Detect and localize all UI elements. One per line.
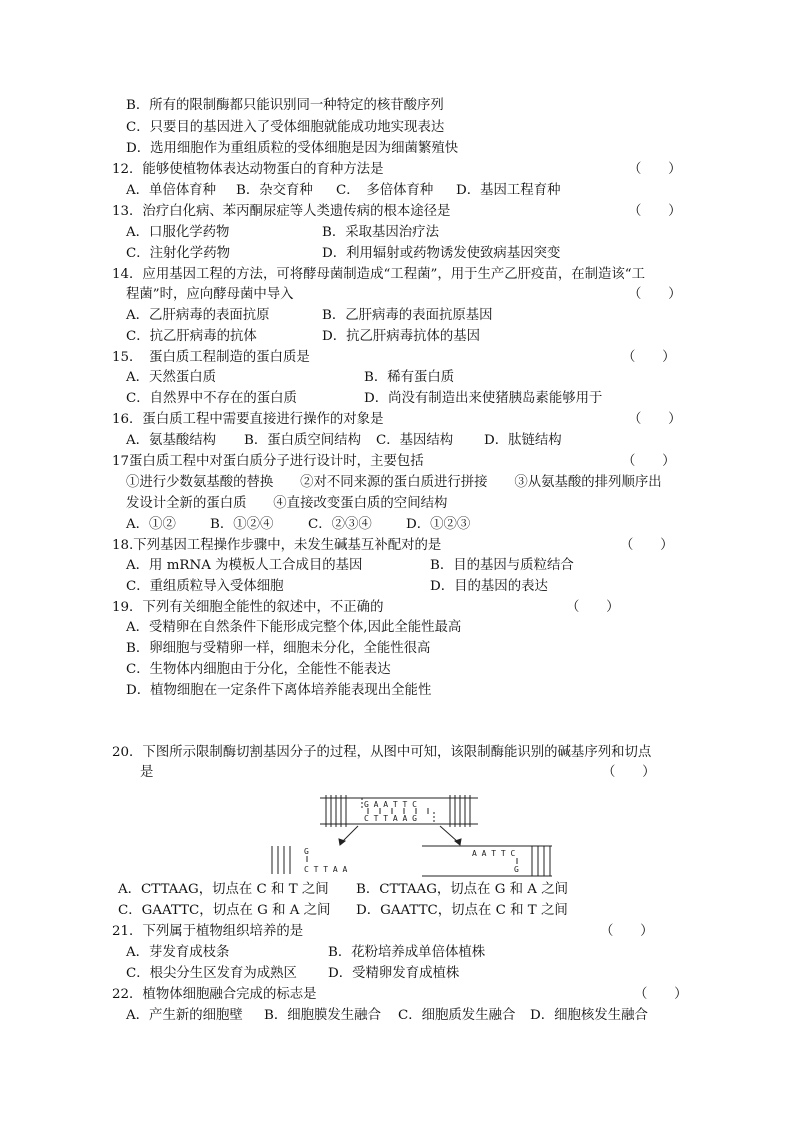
q12-option-b: B．杂交育种 <box>236 183 313 198</box>
q22-option-b: B．细胞膜发生融合 <box>264 1008 381 1023</box>
q15-option-b: B．稀有蛋白质 <box>364 370 455 385</box>
q13-option-a: A．口服化学药物 <box>126 225 230 240</box>
q15-option-d: D．尚没有制造出来使猪胰岛素能够用于 <box>364 391 603 406</box>
cut-arrows <box>339 826 461 845</box>
q19-stem: 19．下列有关细胞全能性的叙述中，不正确的 <box>112 600 384 615</box>
q13-option-b: B．采取基因治疗法 <box>322 225 439 240</box>
q17-stem: 17蛋白质工程中对蛋白质分子进行设计时，主要包括 <box>112 454 424 469</box>
q22-option-d: D．细胞核发生融合 <box>530 1008 648 1023</box>
q21-answer-blank: （ ） <box>600 924 654 939</box>
q21-option-a: A．芽发育成枝条 <box>126 945 230 960</box>
q17-option-c: C．②③④ <box>308 517 372 532</box>
q14-option-c: C．抗乙肝病毒的抗体 <box>126 329 257 344</box>
q13-option-d: D．利用辐射或药物诱发使致病基因突变 <box>322 246 561 261</box>
q18-option-b: B．目的基因与质粒结合 <box>430 558 574 573</box>
q15-stem: 15． 蛋白质工程制造的蛋白质是 <box>112 350 310 365</box>
q21-option-d: D．受精卵发育成植株 <box>328 966 460 981</box>
left-fragment-bottom: C T T A A <box>304 865 348 874</box>
q17-sub-line-2: 发设计全新的蛋白质 ④直接改变蛋白质的空间结构 <box>126 496 448 511</box>
left-fragment-top: G <box>304 847 309 856</box>
q22-stem: 22．植物体细胞融合完成的标志是 <box>112 987 317 1002</box>
q18-option-d: D．目的基因的表达 <box>430 579 548 594</box>
q18-option-a: A．用 mRNA 为模板人工合成目的基因 <box>126 558 363 573</box>
q17-answer-blank: （ ） <box>622 454 676 469</box>
q15-answer-blank: （ ） <box>622 350 676 365</box>
q20-answer-blank: （ ） <box>602 765 656 780</box>
q20-option-d: D．GAATTC，切点在 C 和 T 之间 <box>356 903 568 918</box>
q11-option-c: C．只要目的基因进入了受体细胞就能成功地实现表达 <box>126 120 445 135</box>
q21-option-b: B．花粉培养成单倍体植株 <box>328 945 486 960</box>
q18-answer-blank: （ ） <box>620 538 674 553</box>
q13-stem: 13．治疗白化病、苯丙酮尿症等人类遗传病的根本途径是 <box>112 204 451 219</box>
q17-option-d: D．①②③ <box>406 517 471 532</box>
q18-stem: 18.下列基因工程操作步骤中，未发生碱基互补配对的是 <box>112 538 442 553</box>
q11-option-b: B．所有的限制酶都只能识别同一种特定的核苷酸序列 <box>126 98 444 113</box>
q12-answer-blank: （ ） <box>628 162 682 177</box>
q16-stem: 16．蛋白质工程中需要直接进行操作的对象是 <box>112 412 384 427</box>
q16-answer-blank: （ ） <box>628 412 682 427</box>
q11-option-d: D．选用细胞作为重组质粒的受体细胞是因为细菌繁殖快 <box>126 141 459 156</box>
q17-option-b: B．①②④ <box>210 517 274 532</box>
right-fragment-bottom: G <box>514 865 519 874</box>
q19-option-d: D．植物细胞在一定条件下离体培养能表现出全能性 <box>126 683 432 698</box>
q21-stem: 21．下列属于植物组织培养的是 <box>112 924 304 939</box>
q14-stem-cont: 程菌”时，应向酵母菌中导入 <box>126 287 294 302</box>
q18-option-c: C．重组质粒导入受体细胞 <box>126 579 284 594</box>
q15-option-a: A．天然蛋白质 <box>126 370 217 385</box>
q15-option-c: C．自然界中不存在的蛋白质 <box>126 391 297 406</box>
right-fragment-top: A A T T C <box>472 849 516 858</box>
q14-stem: 14．应用基因工程的方法，可将酵母菌制造成“工程菌”，用于生产乙肝疫苗，在制造该“工 <box>112 267 646 282</box>
q16-option-d: D．肽链结构 <box>484 433 562 448</box>
bottom-strand-sequence: C T T A A G <box>364 814 417 823</box>
q19-option-a: A．受精卵在自然条件下能形成完整个体,因此全能性最高 <box>126 620 462 635</box>
left-fragment <box>272 846 307 874</box>
q20-stem: 20．下图所示限制酶切割基因分子的过程，从图中可知，该限制酶能识别的碱基序列和切点 <box>112 745 652 760</box>
q14-option-b: B．乙肝病毒的表面抗原基因 <box>322 308 493 323</box>
q13-option-c: C．注射化学药物 <box>126 246 230 261</box>
q12-stem: 12．能够使植物体表达动物蛋白的育种方法是 <box>112 162 384 177</box>
q16-option-c: C．基因结构 <box>376 433 454 448</box>
q21-option-c: C．根尖分生区发育为成熟区 <box>126 966 297 981</box>
q13-answer-blank: （ ） <box>628 204 682 219</box>
q19-option-c: C．生物体内细胞由于分化，全能性不能表达 <box>126 662 391 677</box>
q14-option-d: D．抗乙肝病毒抗体的基因 <box>322 329 481 344</box>
q16-option-a: A．氨基酸结构 <box>126 433 217 448</box>
q22-option-c: C．细胞质发生融合 <box>398 1008 516 1023</box>
q17-option-a: A．①② <box>126 517 176 532</box>
q19-option-b: B．卵细胞与受精卵一样，细胞未分化，全能性很高 <box>126 641 431 656</box>
q12-option-c: C． 多倍体育种 <box>336 183 434 198</box>
q20-option-c: C．GAATTC，切点在 G 和 A 之间 <box>118 903 331 918</box>
q17-sub-line-1: ①进行少数氨基酸的替换 ②对不同来源的蛋白质进行拼接 ③从氨基酸的排列顺序出 <box>126 475 662 490</box>
q14-answer-blank: （ ） <box>628 287 682 302</box>
q22-answer-blank: （ ） <box>634 987 688 1002</box>
q22-option-a: A．产生新的细胞壁 <box>126 1008 243 1023</box>
q19-answer-blank: （ ） <box>566 600 620 615</box>
q20-option-a: A．CTTAAG，切点在 C 和 T 之间 <box>118 882 329 897</box>
q20-stem-cont: 是 <box>140 765 154 780</box>
top-strand-sequence: G A A T T C <box>364 800 417 809</box>
q12-option-d: D．基因工程育种 <box>456 183 561 198</box>
q14-option-a: A．乙肝病毒的表面抗原 <box>126 308 270 323</box>
q12-option-a: A．单倍体育种 <box>126 183 217 198</box>
q20-option-b: B．CTTAAG，切点在 G 和 A 之间 <box>356 882 569 897</box>
q16-option-b: B．蛋白质空间结构 <box>244 433 361 448</box>
restriction-enzyme-diagram <box>260 790 560 880</box>
